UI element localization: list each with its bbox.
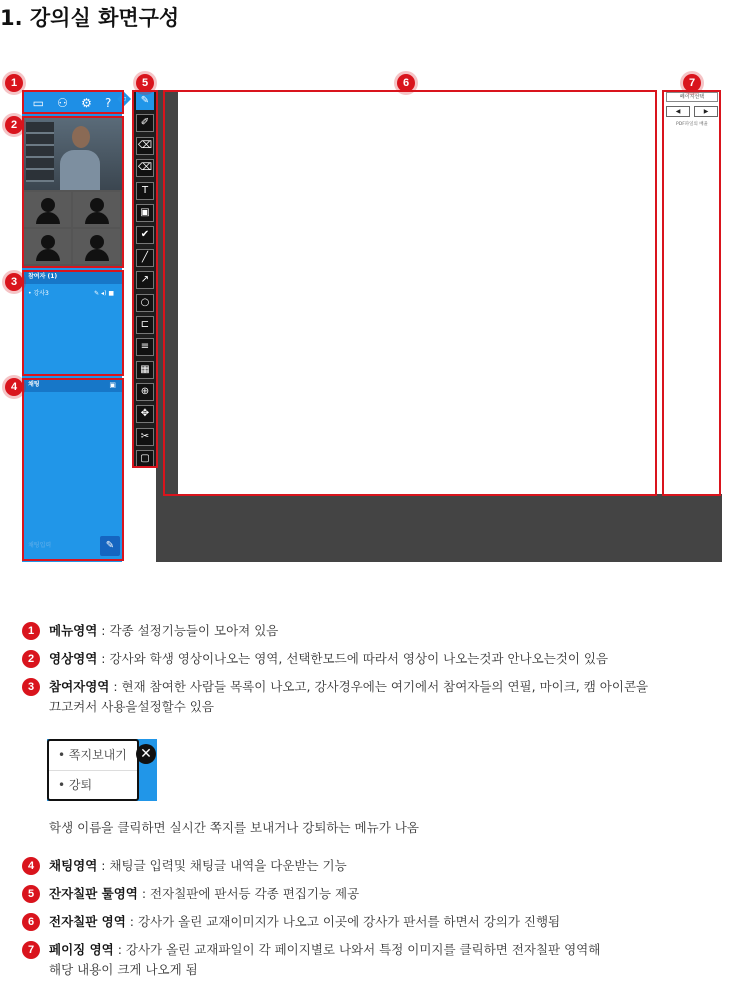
gear-icon[interactable]: ⚙ — [81, 96, 92, 110]
page-select-button[interactable]: 페이지선택 — [666, 92, 718, 102]
help-icon[interactable]: ? — [105, 96, 112, 110]
legend-title: 페이징 영역 — [49, 942, 114, 957]
legend-text: : 강사가 올린 교재이미지가 나오고 이곳에 강사가 판서를 하면서 강의가 진행됨 — [125, 914, 561, 929]
legend-title: 영상영역 — [49, 651, 98, 666]
badge-7: 7 — [683, 74, 701, 92]
legend-text: : 각종 설정기능들이 모아져 있음 — [97, 623, 279, 638]
page-title: 1. 강의실 화면구성 — [0, 6, 180, 30]
legend-extra: 해당 내용이 크게 나오게 됨 — [49, 962, 198, 977]
legend-text: : 채팅글 입력및 채팅글 내역을 다운받는 기능 — [97, 858, 347, 873]
video-area-box — [22, 116, 124, 268]
share-icon[interactable]: ⚇ — [57, 96, 68, 110]
badge-2: 2 — [5, 116, 23, 134]
legend-number: 4 — [22, 857, 40, 875]
legend-title: 전자칠판 영역 — [49, 914, 126, 929]
legend-number: 3 — [22, 678, 40, 696]
next-page-button[interactable]: ▶ — [694, 106, 718, 117]
paging-area-box — [662, 90, 721, 496]
participants-header: 참여자 (1) — [22, 270, 122, 284]
legend-item — [22, 912, 732, 932]
legend-item — [22, 884, 732, 904]
toolbar-area-box — [132, 90, 158, 468]
badge-1: 1 — [5, 74, 23, 92]
arrow-icon[interactable]: ↗ — [136, 271, 154, 289]
note-icon[interactable]: ▢ — [136, 450, 154, 468]
close-icon[interactable]: ✕ — [136, 744, 156, 764]
badge-5: 5 — [136, 74, 154, 92]
popup-caption: 학생 이름을 클릭하면 실시간 쪽지를 보내거나 강퇴하는 메뉴가 나옴 — [49, 820, 419, 835]
participant-name[interactable]: • 강사3 — [28, 290, 49, 297]
legend-text: : 전자칠판에 판서등 각종 편집기능 제공 — [137, 886, 360, 901]
badge-3: 3 — [5, 273, 23, 291]
menu-area-box — [22, 90, 124, 114]
legend-text: : 강사와 학생 영상이나오는 영역, 선택한모드에 따라서 영상이 나오는것과 안나오는것이 있음 — [97, 651, 609, 666]
send-message-option[interactable]: • 쪽지보내기 — [58, 748, 127, 762]
participant-menu — [47, 739, 139, 801]
toggle-arrow-icon[interactable]: ◇ — [117, 92, 131, 106]
board-background — [156, 494, 722, 562]
pen-icon[interactable]: ✎ — [136, 92, 154, 110]
legend-item — [22, 649, 732, 669]
marker-icon[interactable]: ✐ — [136, 114, 154, 132]
badge-4: 4 — [5, 378, 23, 396]
legend-title: 잔자칠판 툴영역 — [49, 886, 138, 901]
participant-popup-sample — [47, 739, 157, 801]
check-icon[interactable]: ✔ — [136, 226, 154, 244]
image-icon[interactable]: ▣ — [136, 204, 154, 222]
circle-icon[interactable]: ○ — [136, 294, 154, 312]
badge-6: 6 — [397, 74, 415, 92]
legend-number: 1 — [22, 622, 40, 640]
text-icon[interactable]: T — [136, 182, 154, 200]
chat-input[interactable]: 채팅입력 — [28, 542, 52, 549]
legend-title: 메뉴영역 — [49, 623, 98, 638]
legend-number: 2 — [22, 650, 40, 668]
chat-area-box — [22, 378, 124, 561]
participants-area-box — [22, 270, 124, 376]
paging-hint: PDF파일의 배율 — [676, 122, 708, 127]
save-icon[interactable]: ▣ — [109, 381, 116, 389]
participant-tools-icon[interactable]: ✎ ◂) ■ — [94, 290, 114, 297]
scissors-icon[interactable]: ✂ — [136, 428, 154, 446]
send-pencil-icon[interactable]: ✎ — [100, 536, 120, 556]
legend-number: 6 — [22, 913, 40, 931]
color-palette-icon[interactable]: ▦ — [136, 361, 154, 379]
eraser-all-icon[interactable]: ⌫ — [136, 159, 154, 177]
whiteboard-area-box — [163, 90, 657, 496]
legend-number: 7 — [22, 941, 40, 959]
legend-item — [22, 621, 732, 641]
legend-extra: 끄고켜서 사용을설정할수 있음 — [49, 699, 214, 714]
legend-text: : 현재 참여한 사람들 목록이 나오고, 강사경우에는 여기에서 참여자들의 연필, 마이크, 캠 아이콘을 — [109, 679, 649, 694]
kick-option[interactable]: • 강퇴 — [49, 770, 137, 799]
eraser-icon[interactable]: ⌫ — [136, 137, 154, 155]
legend-title: 참여자영역 — [49, 679, 110, 694]
legend-text: : 강사가 올린 교재파일이 각 페이지별로 나와서 특정 이미지를 클릭하면 전자칠판 영역해 — [113, 942, 601, 957]
legend-number: 5 — [22, 885, 40, 903]
move-icon[interactable]: ✥ — [136, 405, 154, 423]
prev-page-button[interactable]: ◀ — [666, 106, 690, 117]
line-width-icon[interactable]: ≡ — [136, 338, 154, 356]
legend-item — [22, 856, 732, 876]
chat-title: 채팅 — [28, 381, 40, 388]
line-icon[interactable]: ╱ — [136, 249, 154, 267]
legend-item — [22, 677, 732, 717]
fill-icon[interactable]: ⊏ — [136, 316, 154, 334]
legend-title: 채팅영역 — [49, 858, 98, 873]
legend-item — [22, 940, 732, 980]
zoom-icon[interactable]: ⊕ — [136, 383, 154, 401]
monitor-icon[interactable]: ▭ — [32, 96, 44, 110]
